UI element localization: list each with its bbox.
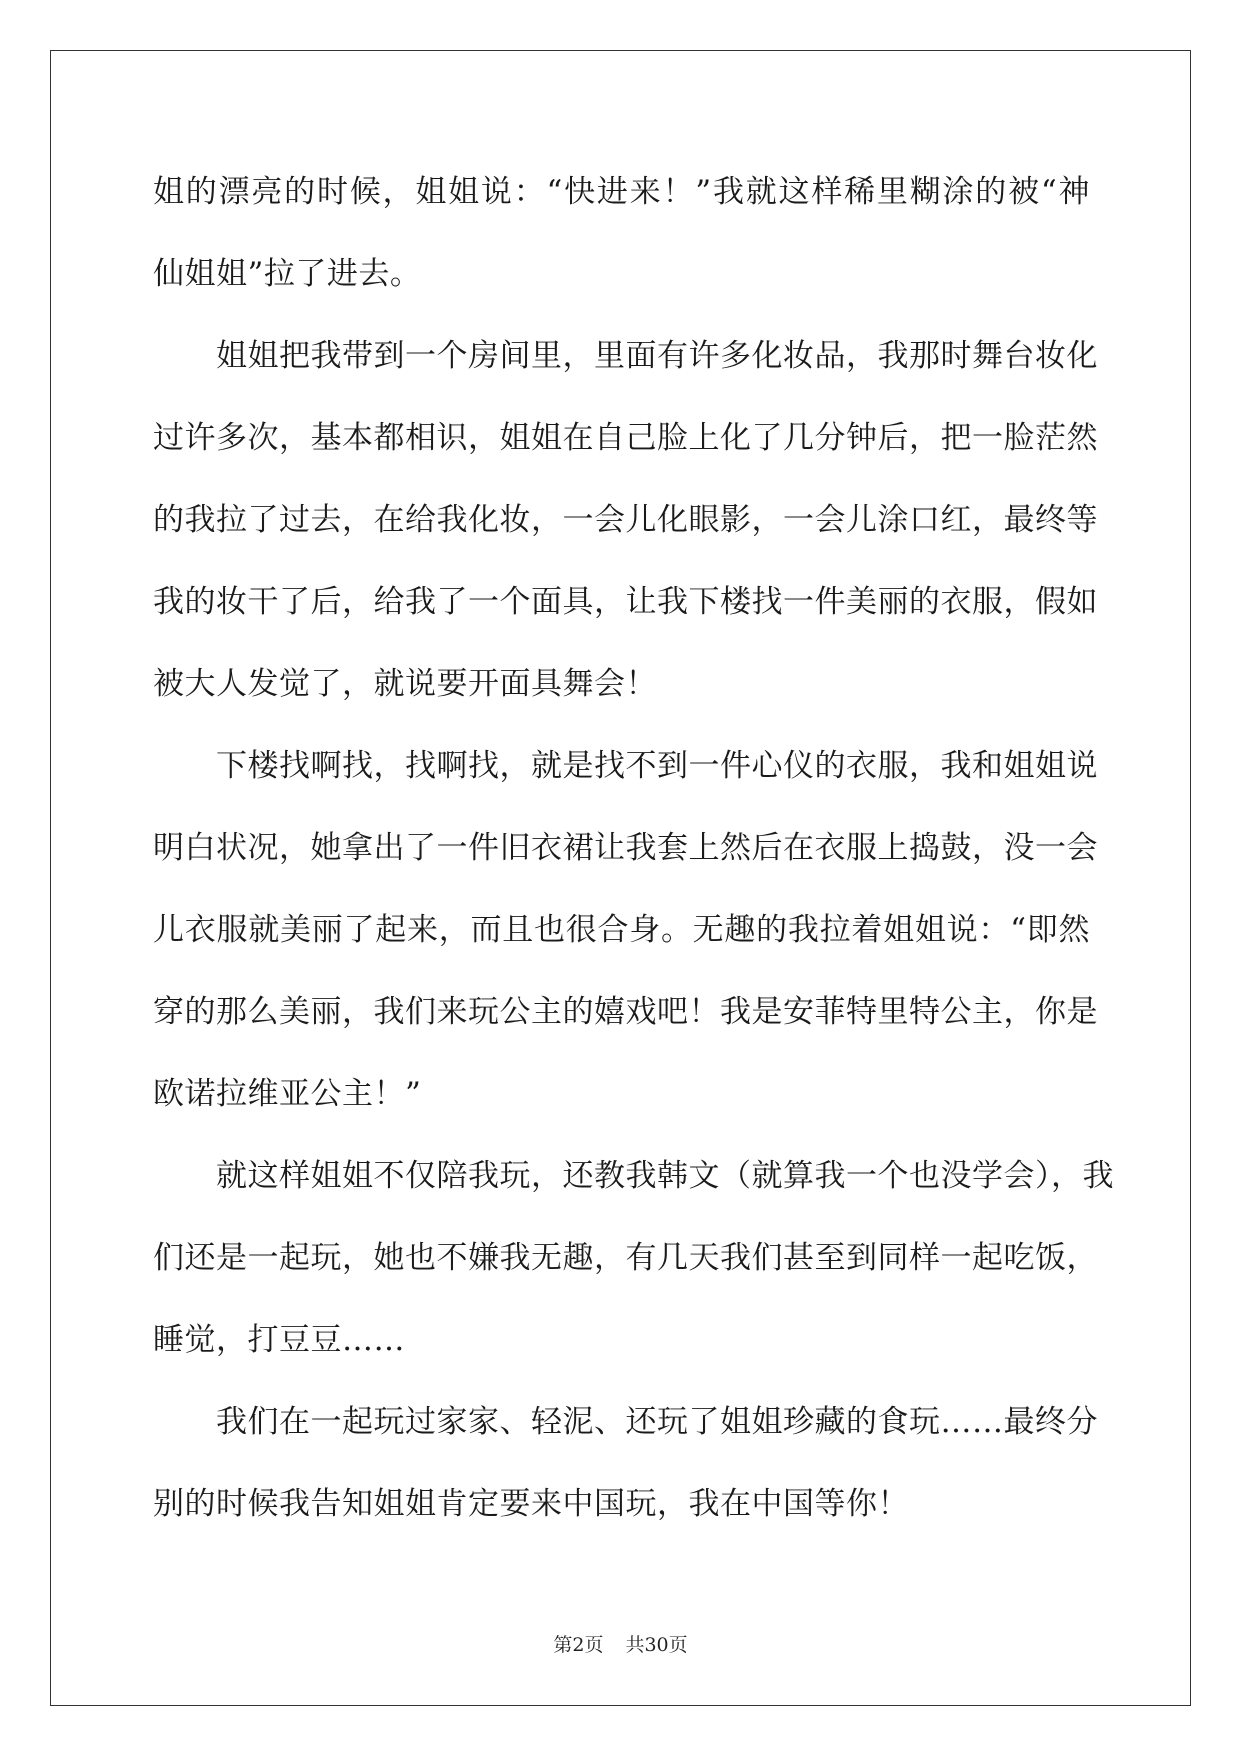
page-footer bbox=[0, 1630, 1241, 1657]
text-line: 姐姐把我带到一个房间里，里面有许多化妆品，我那时舞台妆化 bbox=[216, 338, 1098, 374]
text-line: 欧诺拉维亚公主！” bbox=[153, 1076, 422, 1112]
text-line: 们还是一起玩，她也不嫌我无趣，有几天我们甚至到同样一起吃饭， bbox=[153, 1240, 1098, 1276]
text-line: 被大人发觉了，就说要开面具舞会！ bbox=[153, 666, 657, 702]
page-total: 共30页 bbox=[625, 1634, 688, 1656]
text-line: 别的时候我告知姐姐肯定要来中国玩，我在中国等你！ bbox=[153, 1486, 909, 1522]
text-line: 我的妆干了后，给我了一个面具，让我下楼找一件美丽的衣服，假如 bbox=[153, 584, 1098, 620]
text-line: 穿的那么美丽，我们来玩公主的嬉戏吧！我是安菲特里特公主，你是 bbox=[153, 994, 1098, 1030]
text-line: 就这样姐姐不仅陪我玩，还教我韩文（就算我一个也没学会），我 bbox=[216, 1158, 1114, 1194]
text-line: 睡觉，打豆豆…… bbox=[153, 1322, 405, 1358]
text-line: 姐的漂亮的时候，姐姐说：“快进来！”我就这样稀里糊涂的被“神 bbox=[153, 174, 1090, 210]
text-line: 仙姐姐”拉了进去。 bbox=[153, 256, 422, 292]
text-line: 我们在一起玩过家家、轻泥、还玩了姐姐珍藏的食玩……最终分 bbox=[216, 1404, 1098, 1440]
text-line: 下楼找啊找，找啊找，就是找不到一件心仪的衣服，我和姐姐说 bbox=[216, 748, 1098, 784]
text-line: 过许多次，基本都相识，姐姐在自己脸上化了几分钟后，把一脸茫然 bbox=[153, 420, 1098, 456]
document-body bbox=[153, 162, 1114, 1556]
page-number: 第2页 bbox=[553, 1634, 604, 1656]
text-line: 儿衣服就美丽了起来，而且也很合身。无趣的我拉着姐姐说：“即然 bbox=[153, 912, 1090, 948]
text-line: 的我拉了过去，在给我化妆，一会儿化眼影，一会儿涂口红，最终等 bbox=[153, 502, 1098, 538]
text-line: 明白状况，她拿出了一件旧衣裙让我套上然后在衣服上捣鼓，没一会 bbox=[153, 830, 1098, 866]
